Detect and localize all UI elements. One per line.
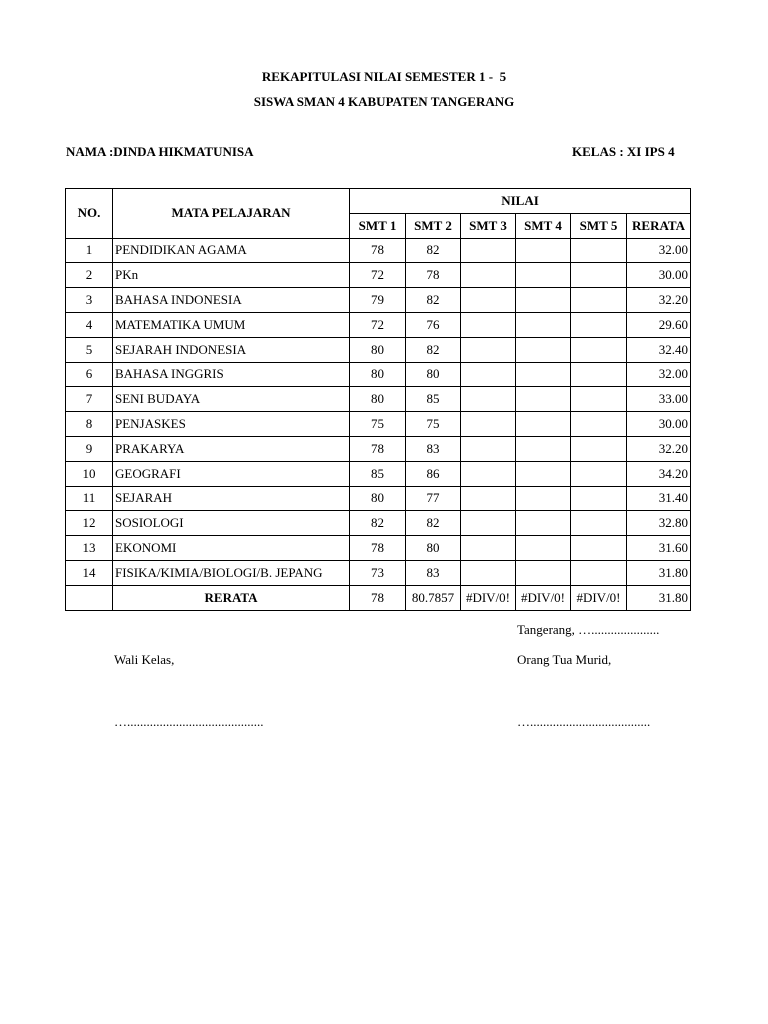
score-smt3 bbox=[461, 536, 516, 561]
subject-name: BAHASA INDONESIA bbox=[113, 288, 350, 313]
footer-empty bbox=[66, 585, 113, 610]
header-smt4: SMT 4 bbox=[516, 213, 571, 238]
score-smt4 bbox=[516, 536, 571, 561]
score-rerata: 34.20 bbox=[627, 461, 691, 486]
score-smt3 bbox=[461, 461, 516, 486]
score-smt1: 78 bbox=[350, 238, 406, 263]
row-number: 14 bbox=[66, 560, 113, 585]
subject-name: SEJARAH INDONESIA bbox=[113, 337, 350, 362]
subject-name: PENJASKES bbox=[113, 412, 350, 437]
score-smt1: 80 bbox=[350, 486, 406, 511]
score-smt4 bbox=[516, 263, 571, 288]
table-row bbox=[66, 436, 691, 461]
score-smt3 bbox=[461, 337, 516, 362]
row-number: 6 bbox=[66, 362, 113, 387]
footer-smt2: 80.7857 bbox=[406, 585, 461, 610]
score-smt4 bbox=[516, 337, 571, 362]
row-number: 11 bbox=[66, 486, 113, 511]
score-smt2: 77 bbox=[406, 486, 461, 511]
header-smt5: SMT 5 bbox=[571, 213, 627, 238]
score-smt5 bbox=[571, 412, 627, 437]
score-smt4 bbox=[516, 486, 571, 511]
document-title: REKAPITULASI NILAI SEMESTER 1 - 5 bbox=[261, 69, 507, 84]
table-row bbox=[66, 288, 691, 313]
score-smt5 bbox=[571, 263, 627, 288]
subject-name: SENI BUDAYA bbox=[113, 387, 350, 412]
row-number: 3 bbox=[66, 288, 113, 313]
row-number: 12 bbox=[66, 511, 113, 536]
row-number: 10 bbox=[66, 461, 113, 486]
header-smt3: SMT 3 bbox=[461, 213, 516, 238]
row-number: 7 bbox=[66, 387, 113, 412]
subject-name: MATEMATIKA UMUM bbox=[113, 312, 350, 337]
table-row bbox=[66, 263, 691, 288]
score-smt1: 78 bbox=[350, 536, 406, 561]
footer-row bbox=[66, 585, 691, 610]
table-row bbox=[66, 560, 691, 585]
score-smt3 bbox=[461, 387, 516, 412]
student-name: NAMA :DINDA HIKMATUNISA bbox=[66, 144, 254, 159]
score-rerata: 32.00 bbox=[627, 362, 691, 387]
row-number: 9 bbox=[66, 436, 113, 461]
subject-name: BAHASA INGGRIS bbox=[113, 362, 350, 387]
header-smt2: SMT 2 bbox=[406, 213, 461, 238]
score-smt1: 80 bbox=[350, 387, 406, 412]
row-number: 8 bbox=[66, 412, 113, 437]
score-rerata: 32.20 bbox=[627, 436, 691, 461]
score-smt1: 79 bbox=[350, 288, 406, 313]
score-smt5 bbox=[571, 486, 627, 511]
row-number: 1 bbox=[66, 238, 113, 263]
score-smt5 bbox=[571, 436, 627, 461]
score-rerata: 31.80 bbox=[627, 560, 691, 585]
score-smt2: 83 bbox=[406, 436, 461, 461]
score-smt5 bbox=[571, 238, 627, 263]
subject-name: PRAKARYA bbox=[113, 436, 350, 461]
score-smt2: 80 bbox=[406, 536, 461, 561]
subject-name: PKn bbox=[113, 263, 350, 288]
header-row bbox=[66, 189, 691, 214]
score-smt3 bbox=[461, 312, 516, 337]
footer-smt5: #DIV/0! bbox=[571, 585, 627, 610]
score-smt1: 78 bbox=[350, 436, 406, 461]
score-rerata: 31.60 bbox=[627, 536, 691, 561]
footer-rerata: 31.80 bbox=[627, 585, 691, 610]
score-smt3 bbox=[461, 436, 516, 461]
subject-name: PENDIDIKAN AGAMA bbox=[113, 238, 350, 263]
score-smt4 bbox=[516, 436, 571, 461]
table-row bbox=[66, 238, 691, 263]
score-smt1: 82 bbox=[350, 511, 406, 536]
subject-name: SOSIOLOGI bbox=[113, 511, 350, 536]
table-row bbox=[66, 387, 691, 412]
row-number: 5 bbox=[66, 337, 113, 362]
score-smt1: 73 bbox=[350, 560, 406, 585]
score-smt3 bbox=[461, 362, 516, 387]
header-rerata: RERATA bbox=[627, 213, 691, 238]
score-smt4 bbox=[516, 312, 571, 337]
score-smt3 bbox=[461, 560, 516, 585]
grades-table bbox=[65, 188, 691, 611]
score-smt5 bbox=[571, 536, 627, 561]
header-nilai: NILAI bbox=[350, 189, 691, 214]
score-smt1: 80 bbox=[350, 337, 406, 362]
wali-kelas-signature-line: ….......................................... bbox=[114, 714, 264, 729]
place-date: Tangerang, …..................... bbox=[517, 622, 660, 637]
score-rerata: 30.00 bbox=[627, 263, 691, 288]
wali-kelas-label: Wali Kelas, bbox=[114, 652, 175, 667]
table-row bbox=[66, 312, 691, 337]
row-number: 4 bbox=[66, 312, 113, 337]
table-row bbox=[66, 337, 691, 362]
score-smt4 bbox=[516, 412, 571, 437]
score-rerata: 29.60 bbox=[627, 312, 691, 337]
footer-smt3: #DIV/0! bbox=[461, 585, 516, 610]
row-number: 13 bbox=[66, 536, 113, 561]
score-smt4 bbox=[516, 461, 571, 486]
score-smt2: 78 bbox=[406, 263, 461, 288]
table-row bbox=[66, 362, 691, 387]
score-smt4 bbox=[516, 511, 571, 536]
score-smt2: 76 bbox=[406, 312, 461, 337]
table-row bbox=[66, 536, 691, 561]
score-rerata: 31.40 bbox=[627, 486, 691, 511]
subject-name: EKONOMI bbox=[113, 536, 350, 561]
score-smt2: 83 bbox=[406, 560, 461, 585]
header-no: NO. bbox=[66, 189, 113, 239]
header-subject: MATA PELAJARAN bbox=[113, 189, 350, 239]
score-smt2: 80 bbox=[406, 362, 461, 387]
score-smt4 bbox=[516, 238, 571, 263]
footer-label: RERATA bbox=[113, 585, 350, 610]
score-rerata: 32.00 bbox=[627, 238, 691, 263]
score-smt3 bbox=[461, 511, 516, 536]
subject-name: GEOGRAFI bbox=[113, 461, 350, 486]
score-smt3 bbox=[461, 238, 516, 263]
subject-name: SEJARAH bbox=[113, 486, 350, 511]
score-smt4 bbox=[516, 288, 571, 313]
score-smt5 bbox=[571, 362, 627, 387]
score-smt5 bbox=[571, 461, 627, 486]
score-smt2: 82 bbox=[406, 337, 461, 362]
score-smt1: 72 bbox=[350, 312, 406, 337]
score-smt5 bbox=[571, 560, 627, 585]
footer-smt4: #DIV/0! bbox=[516, 585, 571, 610]
table-row bbox=[66, 412, 691, 437]
score-smt4 bbox=[516, 387, 571, 412]
footer-smt1: 78 bbox=[350, 585, 406, 610]
student-class: KELAS : XI IPS 4 bbox=[572, 144, 675, 159]
score-rerata: 32.80 bbox=[627, 511, 691, 536]
score-smt2: 82 bbox=[406, 511, 461, 536]
score-smt5 bbox=[571, 511, 627, 536]
score-smt1: 80 bbox=[350, 362, 406, 387]
table-row bbox=[66, 486, 691, 511]
score-rerata: 33.00 bbox=[627, 387, 691, 412]
score-smt5 bbox=[571, 312, 627, 337]
score-rerata: 32.20 bbox=[627, 288, 691, 313]
table-row bbox=[66, 461, 691, 486]
score-smt5 bbox=[571, 387, 627, 412]
score-smt2: 85 bbox=[406, 387, 461, 412]
score-smt3 bbox=[461, 412, 516, 437]
score-smt4 bbox=[516, 362, 571, 387]
orang-tua-signature-line: …..................................... bbox=[517, 714, 651, 729]
score-smt2: 86 bbox=[406, 461, 461, 486]
score-smt5 bbox=[571, 288, 627, 313]
score-smt1: 72 bbox=[350, 263, 406, 288]
score-smt1: 75 bbox=[350, 412, 406, 437]
orang-tua-label: Orang Tua Murid, bbox=[517, 652, 612, 667]
table-row bbox=[66, 511, 691, 536]
subject-name: FISIKA/KIMIA/BIOLOGI/B. JEPANG bbox=[113, 560, 350, 585]
score-smt1: 85 bbox=[350, 461, 406, 486]
score-smt2: 82 bbox=[406, 288, 461, 313]
score-smt2: 75 bbox=[406, 412, 461, 437]
score-smt3 bbox=[461, 288, 516, 313]
score-smt4 bbox=[516, 560, 571, 585]
row-number: 2 bbox=[66, 263, 113, 288]
header-smt1: SMT 1 bbox=[350, 213, 406, 238]
score-smt3 bbox=[461, 486, 516, 511]
score-smt3 bbox=[461, 263, 516, 288]
score-rerata: 32.40 bbox=[627, 337, 691, 362]
document-subtitle: SISWA SMAN 4 KABUPATEN TANGERANG bbox=[253, 94, 515, 109]
score-smt2: 82 bbox=[406, 238, 461, 263]
score-rerata: 30.00 bbox=[627, 412, 691, 437]
score-smt5 bbox=[571, 337, 627, 362]
